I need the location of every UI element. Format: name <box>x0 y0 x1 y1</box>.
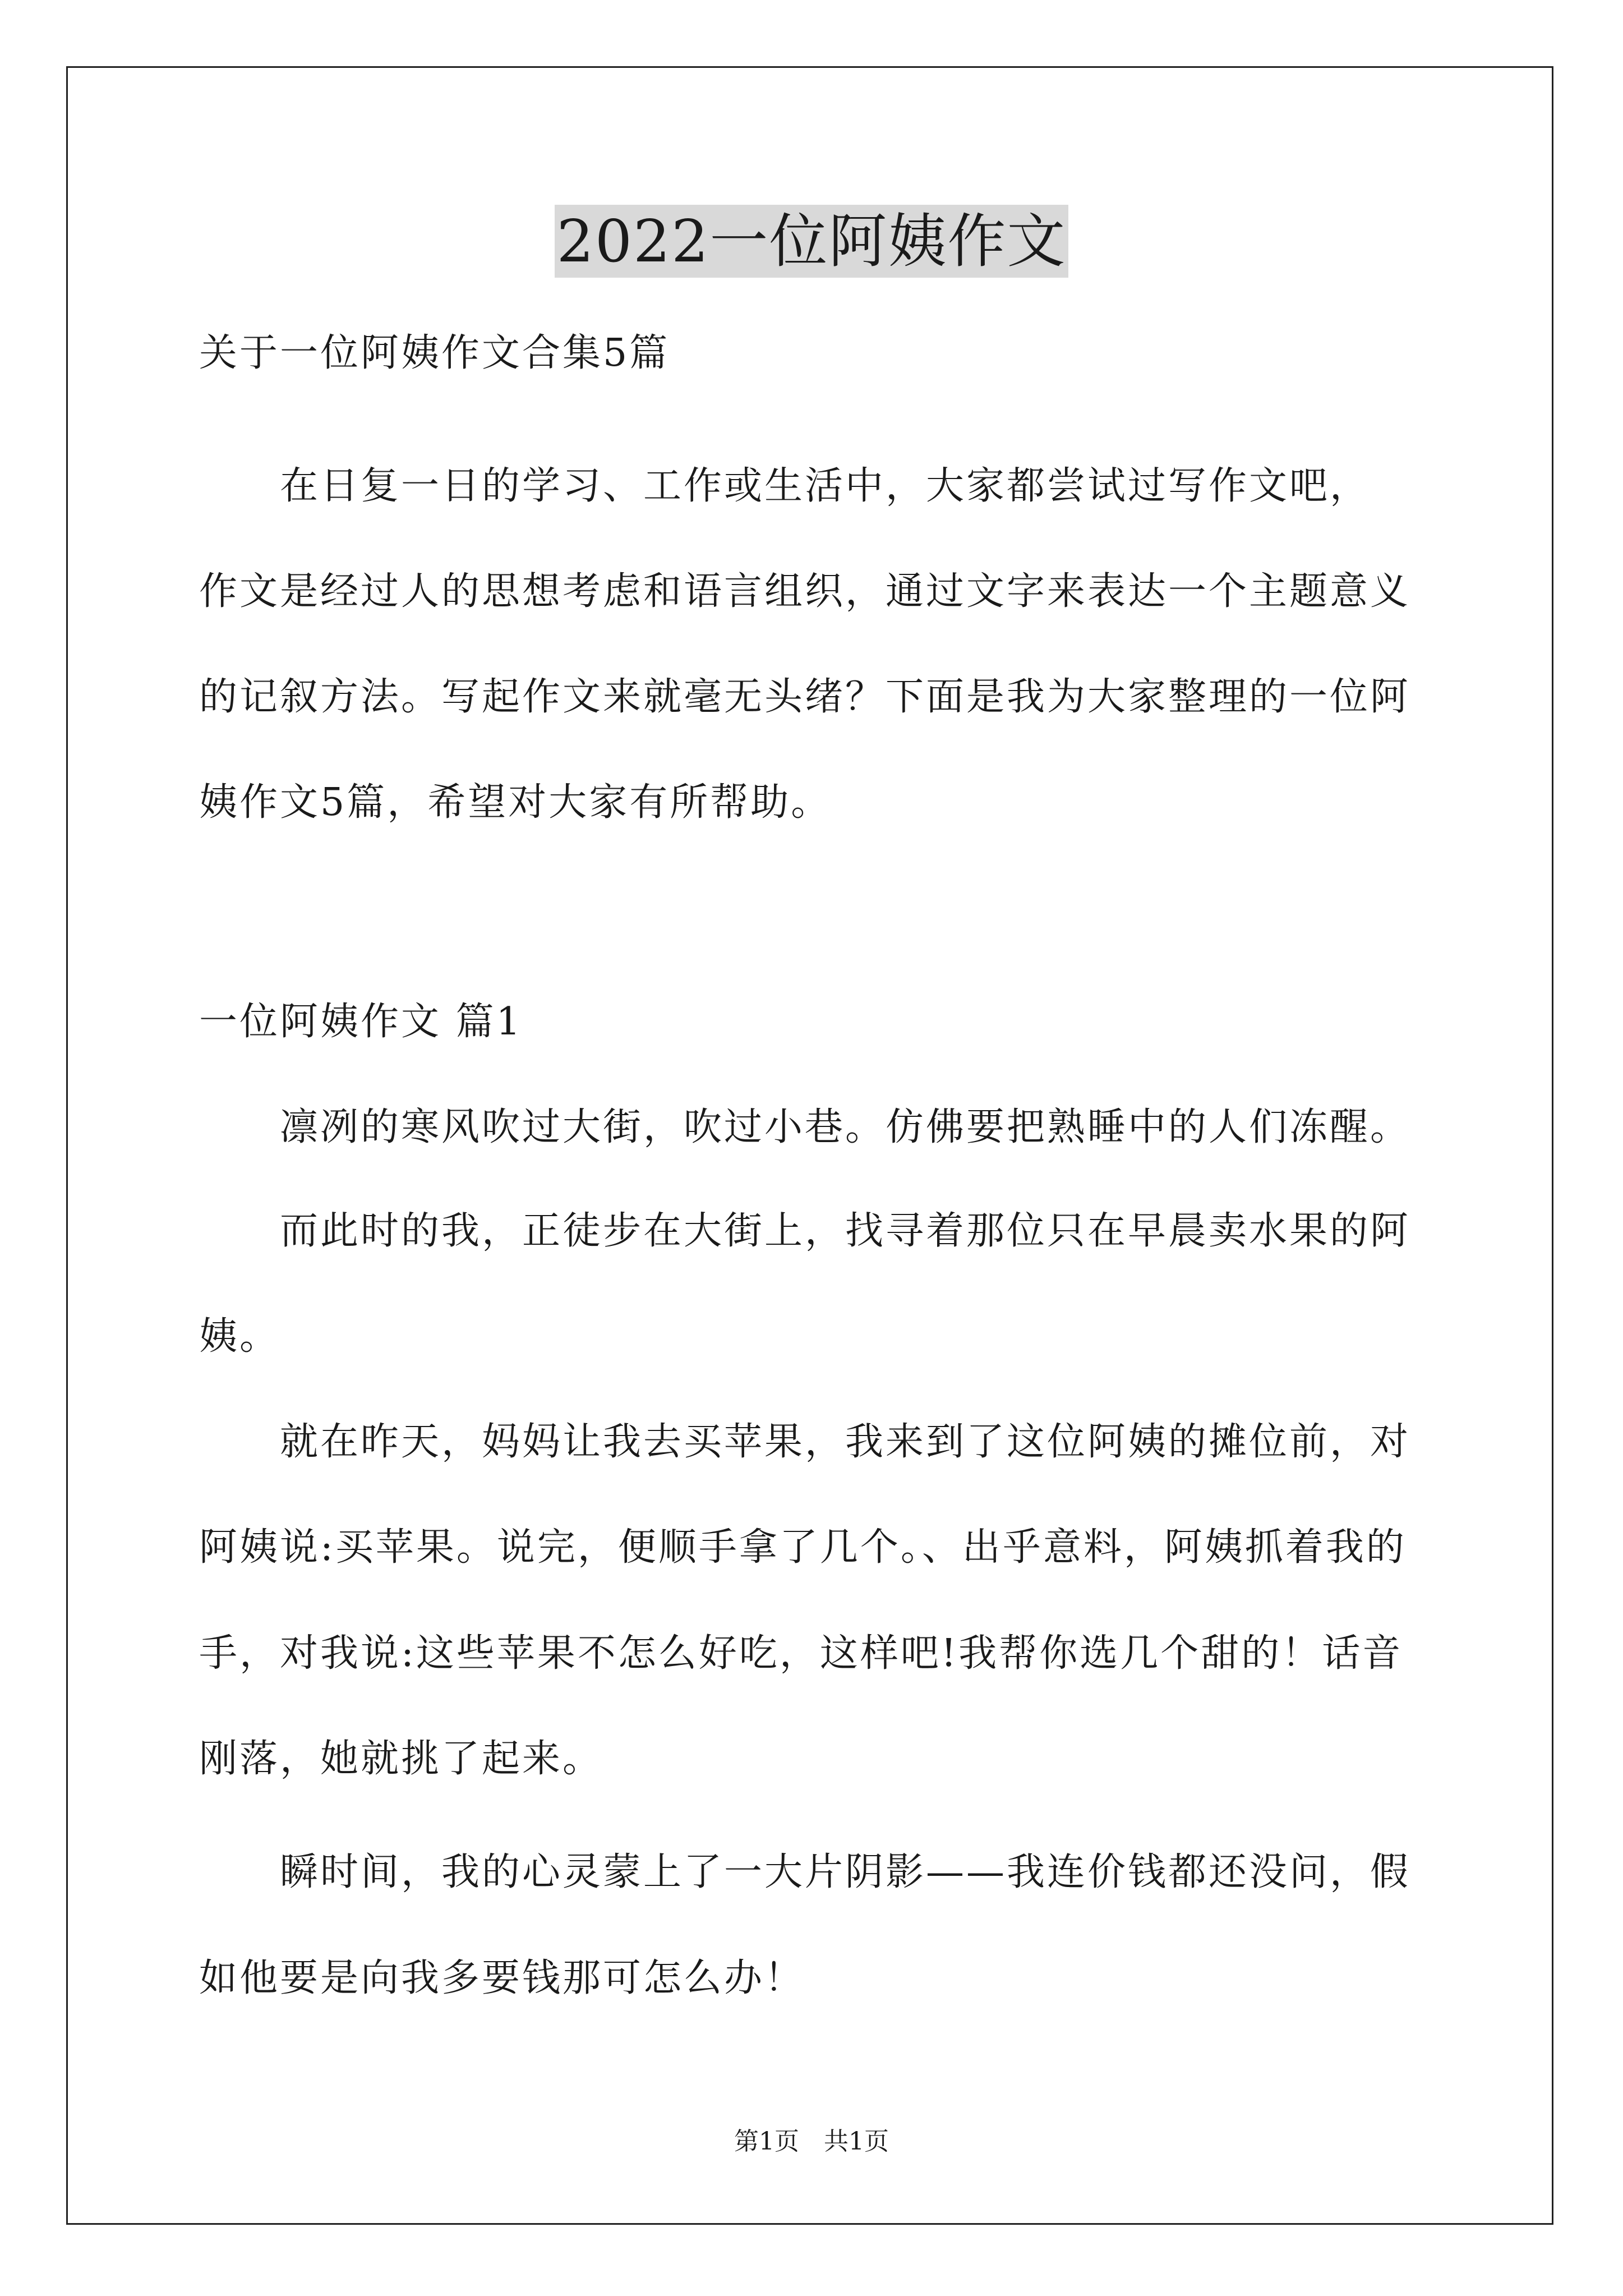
body-line: 凛冽的寒风吹过大街，吹过小巷。仿佛要把熟睡中的人们冻醒。 <box>199 1105 1411 1149</box>
body-line: 如他要是向我多要钱那可怎么办！ <box>199 1956 805 2000</box>
body-line: 刚落，她就挑了起来。 <box>199 1737 603 1781</box>
page-footer: 第1页 共1页 <box>734 2127 889 2156</box>
body-line: 而此时的我，正徒步在大街上，找寻着那位只在早晨卖水果的阿 <box>199 1209 1411 1253</box>
body-line: 瞬时间，我的心灵蒙上了一大片阴影——我连价钱都还没问，假 <box>199 1850 1411 1894</box>
intro-line: 的记叙方法。写起作文来就毫无头绪？下面是我为大家整理的一位阿 <box>199 675 1411 719</box>
intro-line: 在日复一日的学习、工作或生活中，大家都尝试过写作文吧， <box>199 464 1371 508</box>
body-line: 就在昨天，妈妈让我去买苹果，我来到了这位阿姨的摊位前，对 <box>199 1420 1411 1464</box>
intro-line: 作文是经过人的思想考虑和语言组织，通过文字来表达一个主题意义 <box>199 569 1411 614</box>
document-subtitle: 关于一位阿姨作文合集5篇 <box>199 331 670 375</box>
section-heading: 一位阿姨作文 篇1 <box>199 1000 523 1044</box>
document-title: 2022一位阿姨作文 <box>555 205 1069 278</box>
intro-line: 姨作文5篇，希望对大家有所帮助。 <box>199 780 832 825</box>
title-wrap <box>0 205 1623 278</box>
body-line: 阿姨说:买苹果。说完，便顺手拿了几个。、出乎意料，阿姨抓着我的 <box>199 1525 1407 1570</box>
body-line: 姨。 <box>199 1314 280 1359</box>
body-line: 手，对我说:这些苹果不怎么好吃，这样吧!我帮你选几个甜的！话音 <box>199 1631 1403 1676</box>
